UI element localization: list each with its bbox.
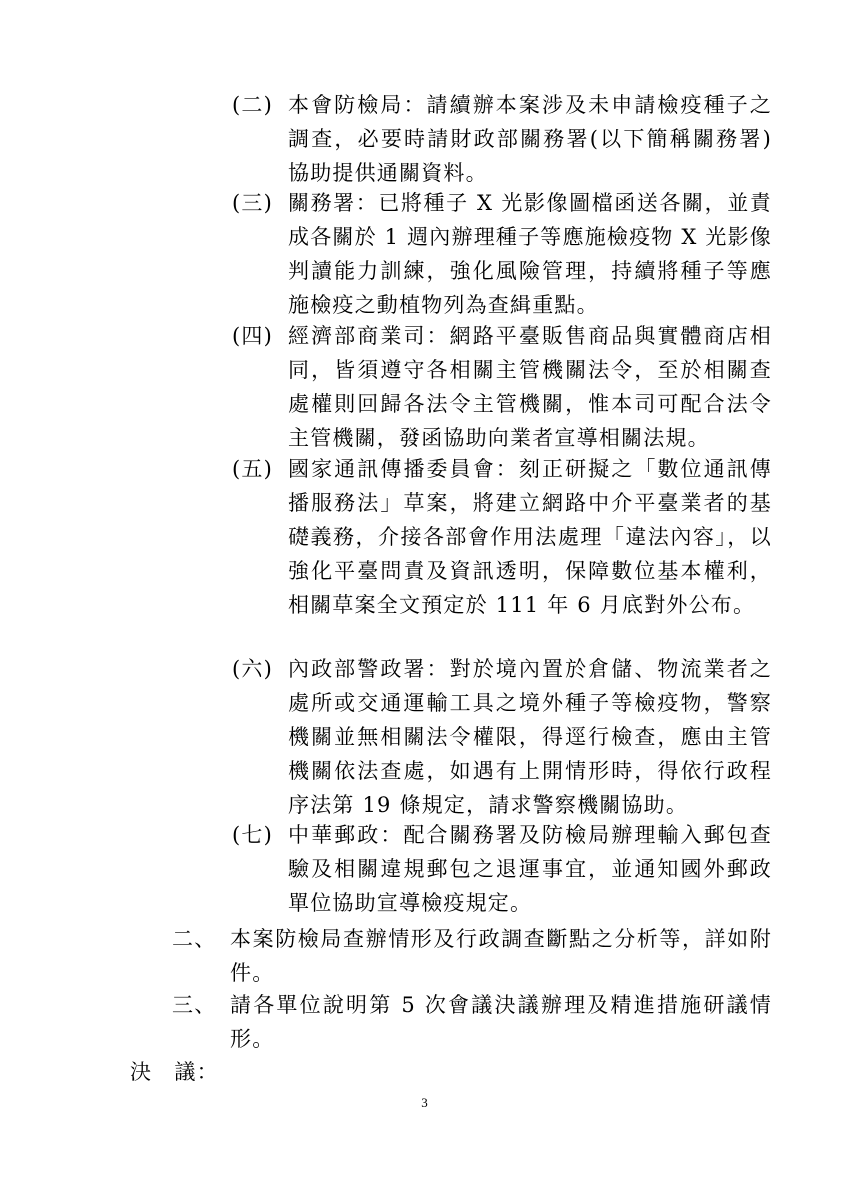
item-6 xyxy=(232,652,772,822)
item-number: (七) xyxy=(232,823,273,847)
item-number: (四) xyxy=(232,324,273,348)
item-number: (六) xyxy=(232,657,273,681)
page-number: 3 xyxy=(421,1095,428,1110)
item-text: 經濟部商業司：網路平臺販售商品與實體商店相同，皆須遵守各相關主管機關法令，至於相關查處權則回歸各法令主管機關，惟本司可配合法令主管機關，發函協助向業者宣導相關法規。 xyxy=(288,324,772,450)
main-item-2 xyxy=(172,922,772,990)
item-7 xyxy=(232,818,772,920)
item-4 xyxy=(232,319,772,455)
item-text: 中華郵政：配合關務署及防檢局辦理輸入郵包查驗及相關違規郵包之退運事宜，並通知國外郵政單位協助宣導檢疫規定。 xyxy=(288,823,772,915)
item-number: (三) xyxy=(232,191,273,215)
item-text: 關務署：已將種子 X 光影像圖檔函送各關，並責成各關於 1 週內辦理種子等應施檢疫物 X 光影像判讀能力訓練，強化風險管理，持續將種子等應施檢疫之動植物列為查緝重點。 xyxy=(288,191,773,317)
item-3 xyxy=(232,186,772,322)
item-text: 本會防檢局：請續辦本案涉及未申請檢疫種子之調查，必要時請財政部關務署(以下簡稱關務署)協助提供通關資料。 xyxy=(288,93,772,185)
main-item-text: 本案防檢局查辦情形及行政調查斷點之分析等，詳如附件。 xyxy=(230,927,772,985)
item-number: (五) xyxy=(232,457,273,481)
resolution-label: 決 議： xyxy=(130,1060,219,1084)
item-number: (二) xyxy=(232,93,273,117)
item-5 xyxy=(232,452,772,622)
item-2 xyxy=(232,88,772,190)
main-item-3 xyxy=(172,988,772,1056)
main-item-number: 三、 xyxy=(172,993,217,1017)
main-item-number: 二、 xyxy=(172,927,217,951)
item-text: 內政部警政署：對於境內置於倉儲、物流業者之處所或交通運輸工具之境外種子等檢疫物，警察機關並無相關法令權限，得逕行檢查，應由主管機關依法查處，如遇有上開情形時，得依行政程序法第 19 條規定，請求警察機關協助。 xyxy=(288,657,772,817)
main-item-text: 請各單位說明第 5 次會議決議辦理及精進措施研議情形。 xyxy=(230,993,772,1051)
item-text: 國家通訊傳播委員會：刻正研擬之「數位通訊傳播服務法」草案，將建立網路中介平臺業者的基礎義務，介接各部會作用法處理「違法內容」，以強化平臺問責及資訊透明，保障數位基本權利，相關草案全文預定於 111 年 6 月底對外公布。 xyxy=(288,457,772,617)
